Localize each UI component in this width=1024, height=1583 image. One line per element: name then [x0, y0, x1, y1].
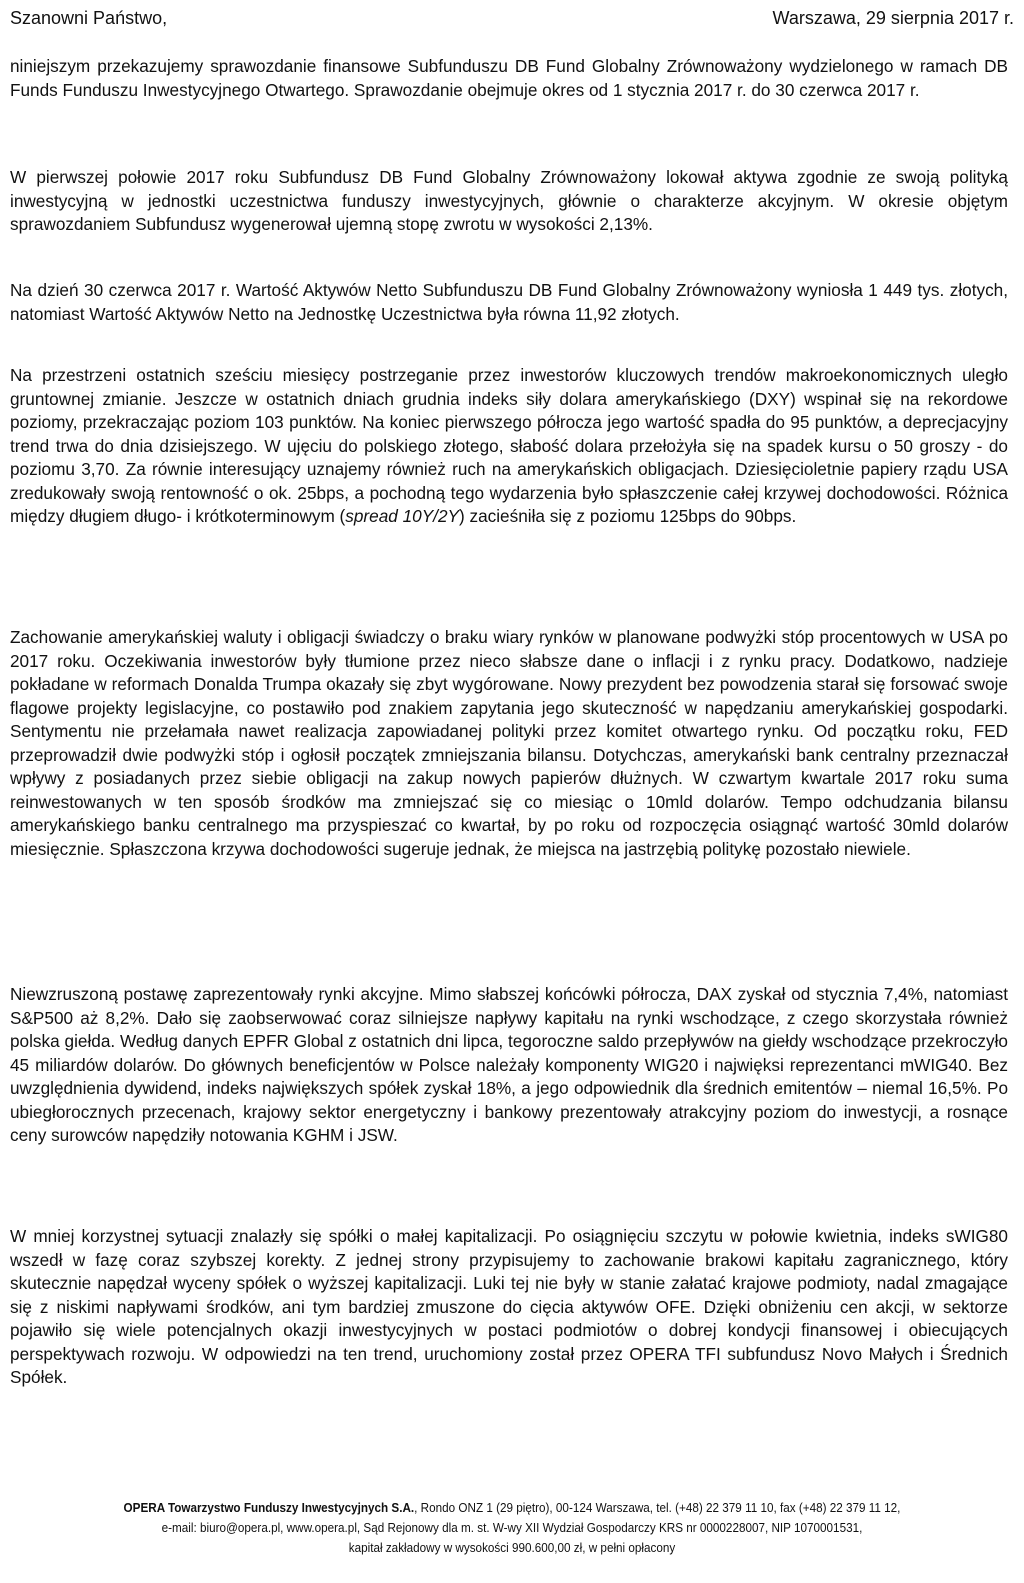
paragraph-net-asset-value: Na dzień 30 czerwca 2017 r. Wartość Aktywów Netto Subfunduszu DB Fund Globalny Zrównoważony wyniosła 1 449 tys. złotych, natomiast Wartość Aktywów Netto na Jednostkę Uczestnictwa była równa 11,92 złotych. — [10, 280, 1008, 324]
footer-line-3: kapitał zakładowy w wysokości 990.600,00 zł, w pełni opłacony — [348, 1540, 676, 1555]
paragraph-macro-trends — [10, 364, 1008, 529]
footer-line-2: e-mail: biuro@opera.pl, www.opera.pl, Sąd Rejonowy dla m. st. W-wy XII Wydział Gospodarczy KRS nr 0000228007, NIP 1070001531, — [161, 1520, 863, 1535]
paragraph-macro-trends-italic: spread 10Y/2Y — [345, 506, 459, 526]
paragraph-us-policy: Zachowanie amerykańskiej waluty i obligacji świadczy o braku wiary rynków w planowane podwyżki stóp procentowych w USA po 2017 roku. Oczekiwania inwestorów były tłumione przez nieco słabsze dane o inflacji i z rynku pracy. Dodatkowo, nadzieje pokładane w reformach Donalda Trumpa okazały się zbyt wygórowane. Nowy prezydent bez powodzenia starał się forsować swoje flagowe projekty legislacyjne, co postawiło pod znakiem zapytania jego skuteczność w napędzaniu amerykańskiej gospodarki. Sentymentu nie przełamała nawet realizacja zapowiadanej polityki przez komitet otwartego rynku. Od początku roku, FED przeprowadził dwie podwyżki stóp i ogłosił początek zmniejszania bilansu. Dotychczas, amerykański bank centralny przeznaczał wpływy z posiadanych przez siebie obligacji na zakup nowych papierów dłużnych. W czwartym kwartale 2017 roku suma reinwestowanych w ten sposób środków ma zmniejszać się co miesiąc o 10mld dolarów. Tempo odchudzania bilansu amerykańskiego banku centralnego ma przyspieszać co kwartał, by po roku od rozpoczęcia osiągnąć wartość 30mld dolarów miesięcznie. Spłaszczona krzywa dochodowości sugeruje jednak, że miejsca na jastrzębią politykę pozostało niewiele. — [10, 627, 1008, 859]
letter-date: Warszawa, 29 sierpnia 2017 r. — [772, 8, 1014, 28]
paragraph-intro: niniejszym przekazujemy sprawozdanie finansowe Subfunduszu DB Fund Globalny Zrównoważony wydzielonego w ramach DB Funds Funduszu Inwestycyjnego Otwartego. Sprawozdanie obejmuje okres od 1 stycznia 2017 r. do 30 czerwca 2017 r. — [10, 56, 1008, 100]
letter-header — [10, 6, 1014, 30]
footer-company-name: OPERA Towarzystwo Funduszy Inwestycyjnych S.A. — [123, 1500, 415, 1515]
footer-line-1 — [51, 1498, 973, 1518]
paragraph-investment-policy: W pierwszej połowie 2017 roku Subfundusz DB Fund Globalny Zrównoważony lokował aktywa zgodnie ze swoją polityką inwestycyjną w jednostki uczestnictwa funduszy inwestycyjnych, głównie o charakterze akcyjnym. W okresie objętym sprawozdaniem Subfundusz wygenerował ujemną stopę zwrotu w wysokości 2,13%. — [10, 167, 1008, 234]
paragraph-small-caps: W mniej korzystnej sytuacji znalazły się spółki o małej kapitalizacji. Po osiągnięciu szczytu w połowie kwietnia, indeks sWIG80 wszedł w fazę coraz szybszej korekty. Z jednej strony przypisujemy to zachowanie brakowi kapitału zagranicznego, który skutecznie napędzał wyceny spółek o wyższej kapitalizacji. Luki tej nie były w stanie załatać krajowe podmioty, nadal zmagające się z niskimi napływami środków, ani tym bardziej zmuszone do cięcia aktywów OFE. Dzięki obniżeniu cen akcji, w sektorze pojawiło się wiele potencjalnych okazji inwestycyjnych w postaci podmiotów o dobrej kondycji finansowej i obiecujących perspektywach rozwoju. W odpowiedzi na ten trend, uruchomiony został przez OPERA TFI subfundusz Novo Małych i Średnich Spółek. — [10, 1226, 1008, 1387]
footer-address: , Rondo ONZ 1 (29 piętro), 00-124 Warszawa, tel. (+48) 22 379 11 10, fax (+48) 22 379 11 12, — [414, 1500, 901, 1515]
paragraph-macro-trends-text-b: ) zacieśniła się z poziomu 125bps do 90bps. — [458, 506, 797, 526]
paragraph-equity-markets: Niewzruszoną postawę zaprezentowały rynki akcyjne. Mimo słabszej końcówki półrocza, DAX zyskał od stycznia 7,4%, natomiast S&P500 aż 8,2%. Dało się zaobserwować coraz silniejsze napływy kapitału na rynki wschodzące, z czego skorzystała również polska giełda. Według danych EPFR Global z ostatnich dni lipca, tegoroczne saldo przepływów na giełdy wschodzące przekroczyło 45 miliardów dolarów. Do głównych beneficjentów w Polsce należały komponenty WIG20 i najwięksi reprezentanci mWIG40. Bez uwzględnienia dywidend, indeks największych spółek zyskał 18%, a jego odpowiednik dla średnich emitentów – niemal 16,5%. Po ubiegłorocznych przecenach, krajowy sektor energetyczny i bankowy prezentowały atrakcyjny poziom do inwestycji, a rosnące ceny surowców napędziły notowania KGHM i JSW. — [10, 984, 1008, 1145]
letter-footer — [51, 1498, 973, 1558]
salutation: Szanowni Państwo, — [10, 8, 168, 28]
paragraph-macro-trends-text-a: Na przestrzeni ostatnich sześciu miesięcy postrzeganie przez inwestorów kluczowych trendów makroekonomicznych uległo gruntownej zmianie. Jeszcze w ostatnich dniach grudnia indeks siły dolara amerykańskiego (DXY) wspinał się na rekordowe poziomy, przekraczając poziom 103 punktów. Na koniec pierwszego półrocza jego wartość spadła do 95 punktów, a deprecjacyjny trend trwa do dnia dzisiejszego. W ujęciu do polskiego złotego, słabość dolara przełożyła się na spadek kursu o 50 groszy - do poziomu 3,70. Za równie interesujący uznajemy również ruch na amerykańskich obligacjach. Dziesięcioletnie papiery rządu USA zredukowały swoją rentowność o ok. 25bps, a pochodną tego wydarzenia było spłaszczenie całej krzywej dochodowości. Różnica między długiem długo- i krótkoterminowym ( — [10, 365, 1008, 526]
